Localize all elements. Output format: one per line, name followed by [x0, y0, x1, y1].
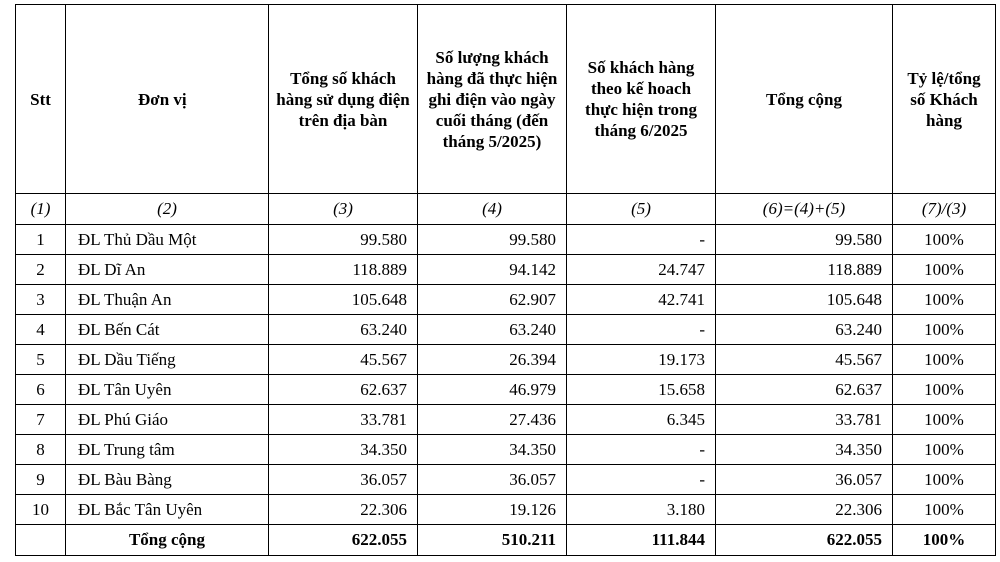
cell-stt: 3: [16, 285, 66, 315]
cell-tong-cong: 36.057: [716, 465, 893, 495]
cell-ke-hoach: -: [567, 315, 716, 345]
cell-total-tong-cong: 622.055: [716, 525, 893, 556]
header-stt: Stt: [16, 5, 66, 194]
table-row: [16, 225, 996, 255]
index-cell: (4): [418, 194, 567, 225]
cell-stt: 7: [16, 405, 66, 435]
cell-don-vi: ĐL Dĩ An: [66, 255, 269, 285]
table-row: [16, 495, 996, 525]
header-tong-cong: Tổng cộng: [716, 5, 893, 194]
cell-ty-le: 100%: [893, 345, 996, 375]
cell-ke-hoach: 24.747: [567, 255, 716, 285]
header-ty-le: Tỷ lệ/tổng số Khách hàng: [893, 5, 996, 194]
cell-so-luong: 27.436: [418, 405, 567, 435]
cell-tong-so: 118.889: [269, 255, 418, 285]
cell-stt: 6: [16, 375, 66, 405]
header-row: [16, 5, 996, 194]
header-so-luong-khach-hang: Số lượng khách hàng đã thực hiện ghi điện vào ngày cuối tháng (đến tháng 5/2025): [418, 5, 567, 194]
cell-ke-hoach: -: [567, 225, 716, 255]
cell-ke-hoach: 42.741: [567, 285, 716, 315]
cell-so-luong: 34.350: [418, 435, 567, 465]
cell-so-luong: 62.907: [418, 285, 567, 315]
cell-don-vi: ĐL Dầu Tiếng: [66, 345, 269, 375]
cell-tong-cong: 62.637: [716, 375, 893, 405]
cell-ty-le: 100%: [893, 435, 996, 465]
cell-ty-le: 100%: [893, 375, 996, 405]
cell-stt: 1: [16, 225, 66, 255]
cell-ke-hoach: -: [567, 465, 716, 495]
cell-tong-so: 22.306: [269, 495, 418, 525]
cell-tong-so: 34.350: [269, 435, 418, 465]
header-tong-so-khach-hang: Tổng số khách hàng sử dụng điện trên địa bàn: [269, 5, 418, 194]
cell-total-stt: [16, 525, 66, 556]
cell-tong-so: 62.637: [269, 375, 418, 405]
cell-ty-le: 100%: [893, 405, 996, 435]
cell-ty-le: 100%: [893, 495, 996, 525]
index-cell: (7)/(3): [893, 194, 996, 225]
cell-so-luong: 36.057: [418, 465, 567, 495]
cell-ke-hoach: 3.180: [567, 495, 716, 525]
index-cell: (5): [567, 194, 716, 225]
cell-total-ty-le: 100%: [893, 525, 996, 556]
table-row: [16, 255, 996, 285]
table-row: [16, 405, 996, 435]
cell-total-label: Tổng cộng: [66, 525, 269, 556]
cell-so-luong: 63.240: [418, 315, 567, 345]
cell-ke-hoach: 6.345: [567, 405, 716, 435]
cell-tong-so: 36.057: [269, 465, 418, 495]
cell-tong-so: 63.240: [269, 315, 418, 345]
cell-so-luong: 46.979: [418, 375, 567, 405]
cell-stt: 9: [16, 465, 66, 495]
cell-total-so-luong: 510.211: [418, 525, 567, 556]
cell-tong-so: 99.580: [269, 225, 418, 255]
cell-ke-hoach: -: [567, 435, 716, 465]
header-so-khach-hang-ke-hoach: Số khách hàng theo kế hoach thực hiện trong tháng 6/2025: [567, 5, 716, 194]
cell-don-vi: ĐL Thủ Dầu Một: [66, 225, 269, 255]
column-index-row: [16, 194, 996, 225]
cell-stt: 2: [16, 255, 66, 285]
cell-don-vi: ĐL Phú Giáo: [66, 405, 269, 435]
cell-ke-hoach: 19.173: [567, 345, 716, 375]
cell-tong-cong: 34.350: [716, 435, 893, 465]
cell-tong-cong: 99.580: [716, 225, 893, 255]
cell-tong-so: 33.781: [269, 405, 418, 435]
cell-tong-cong: 33.781: [716, 405, 893, 435]
cell-don-vi: ĐL Bàu Bàng: [66, 465, 269, 495]
cell-ty-le: 100%: [893, 255, 996, 285]
index-cell: (3): [269, 194, 418, 225]
cell-so-luong: 94.142: [418, 255, 567, 285]
cell-total-ke-hoach: 111.844: [567, 525, 716, 556]
cell-stt: 5: [16, 345, 66, 375]
cell-ty-le: 100%: [893, 315, 996, 345]
customer-table: [15, 4, 996, 556]
cell-tong-cong: 45.567: [716, 345, 893, 375]
cell-ty-le: 100%: [893, 225, 996, 255]
cell-don-vi: ĐL Trung tâm: [66, 435, 269, 465]
cell-tong-cong: 22.306: [716, 495, 893, 525]
cell-total-tong-so: 622.055: [269, 525, 418, 556]
cell-don-vi: ĐL Bến Cát: [66, 315, 269, 345]
cell-stt: 4: [16, 315, 66, 345]
table-row: [16, 435, 996, 465]
cell-ke-hoach: 15.658: [567, 375, 716, 405]
cell-so-luong: 19.126: [418, 495, 567, 525]
cell-tong-so: 45.567: [269, 345, 418, 375]
cell-so-luong: 99.580: [418, 225, 567, 255]
cell-tong-cong: 63.240: [716, 315, 893, 345]
cell-tong-so: 105.648: [269, 285, 418, 315]
cell-don-vi: ĐL Tân Uyên: [66, 375, 269, 405]
cell-ty-le: 100%: [893, 465, 996, 495]
table-row: [16, 315, 996, 345]
cell-don-vi: ĐL Thuận An: [66, 285, 269, 315]
table-row: [16, 285, 996, 315]
cell-so-luong: 26.394: [418, 345, 567, 375]
cell-stt: 10: [16, 495, 66, 525]
header-don-vi: Đơn vị: [66, 5, 269, 194]
cell-stt: 8: [16, 435, 66, 465]
table-row: [16, 465, 996, 495]
cell-tong-cong: 118.889: [716, 255, 893, 285]
index-cell: (2): [66, 194, 269, 225]
index-cell: (1): [16, 194, 66, 225]
table-row: [16, 345, 996, 375]
cell-tong-cong: 105.648: [716, 285, 893, 315]
table-row: [16, 375, 996, 405]
total-row: [16, 525, 996, 556]
index-cell: (6)=(4)+(5): [716, 194, 893, 225]
cell-don-vi: ĐL Bắc Tân Uyên: [66, 495, 269, 525]
cell-ty-le: 100%: [893, 285, 996, 315]
